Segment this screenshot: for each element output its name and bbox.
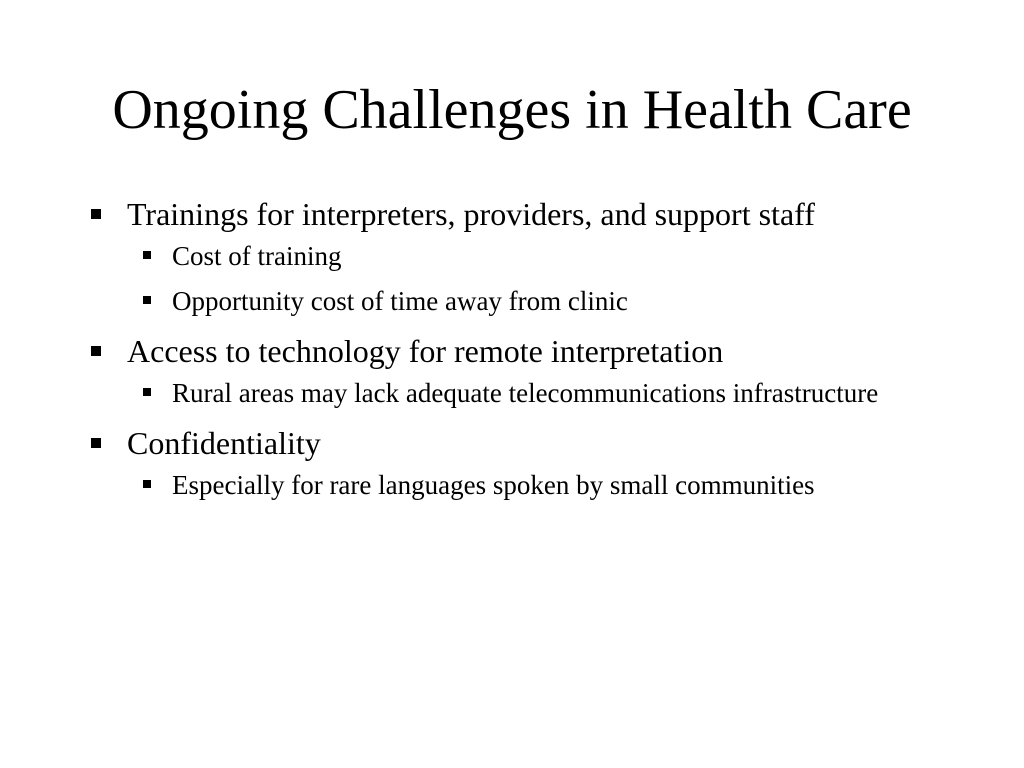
sub-bullet-list	[127, 376, 948, 411]
square-bullet-icon	[91, 209, 101, 219]
bullet-item-confidentiality	[88, 423, 948, 503]
bullet-text: Access to technology for remote interpretation	[127, 333, 724, 369]
bullet-item-trainings	[88, 194, 948, 319]
sub-bullet-item	[127, 284, 948, 319]
sub-bullet-item	[127, 376, 948, 411]
square-bullet-icon	[143, 480, 151, 488]
square-bullet-icon	[143, 251, 151, 259]
square-bullet-icon	[143, 296, 151, 304]
bullet-text: Trainings for interpreters, providers, and support staff	[127, 196, 815, 232]
bullet-text: Confidentiality	[127, 425, 321, 461]
bullet-list	[88, 194, 948, 515]
square-bullet-icon	[91, 438, 101, 448]
sub-bullet-text: Cost of training	[172, 241, 342, 271]
sub-bullet-list	[127, 468, 948, 503]
sub-bullet-text: Opportunity cost of time away from clinic	[172, 286, 628, 316]
square-bullet-icon	[91, 346, 101, 356]
sub-bullet-item	[127, 468, 948, 503]
bullet-item-technology	[88, 331, 948, 411]
slide-title: Ongoing Challenges in Health Care	[112, 79, 912, 141]
sub-bullet-text: Rural areas may lack adequate telecommunications infrastructure	[172, 378, 879, 408]
sub-bullet-text: Especially for rare languages spoken by small communities	[172, 470, 815, 500]
square-bullet-icon	[143, 388, 151, 396]
sub-bullet-list	[127, 239, 948, 319]
sub-bullet-item	[127, 239, 948, 274]
